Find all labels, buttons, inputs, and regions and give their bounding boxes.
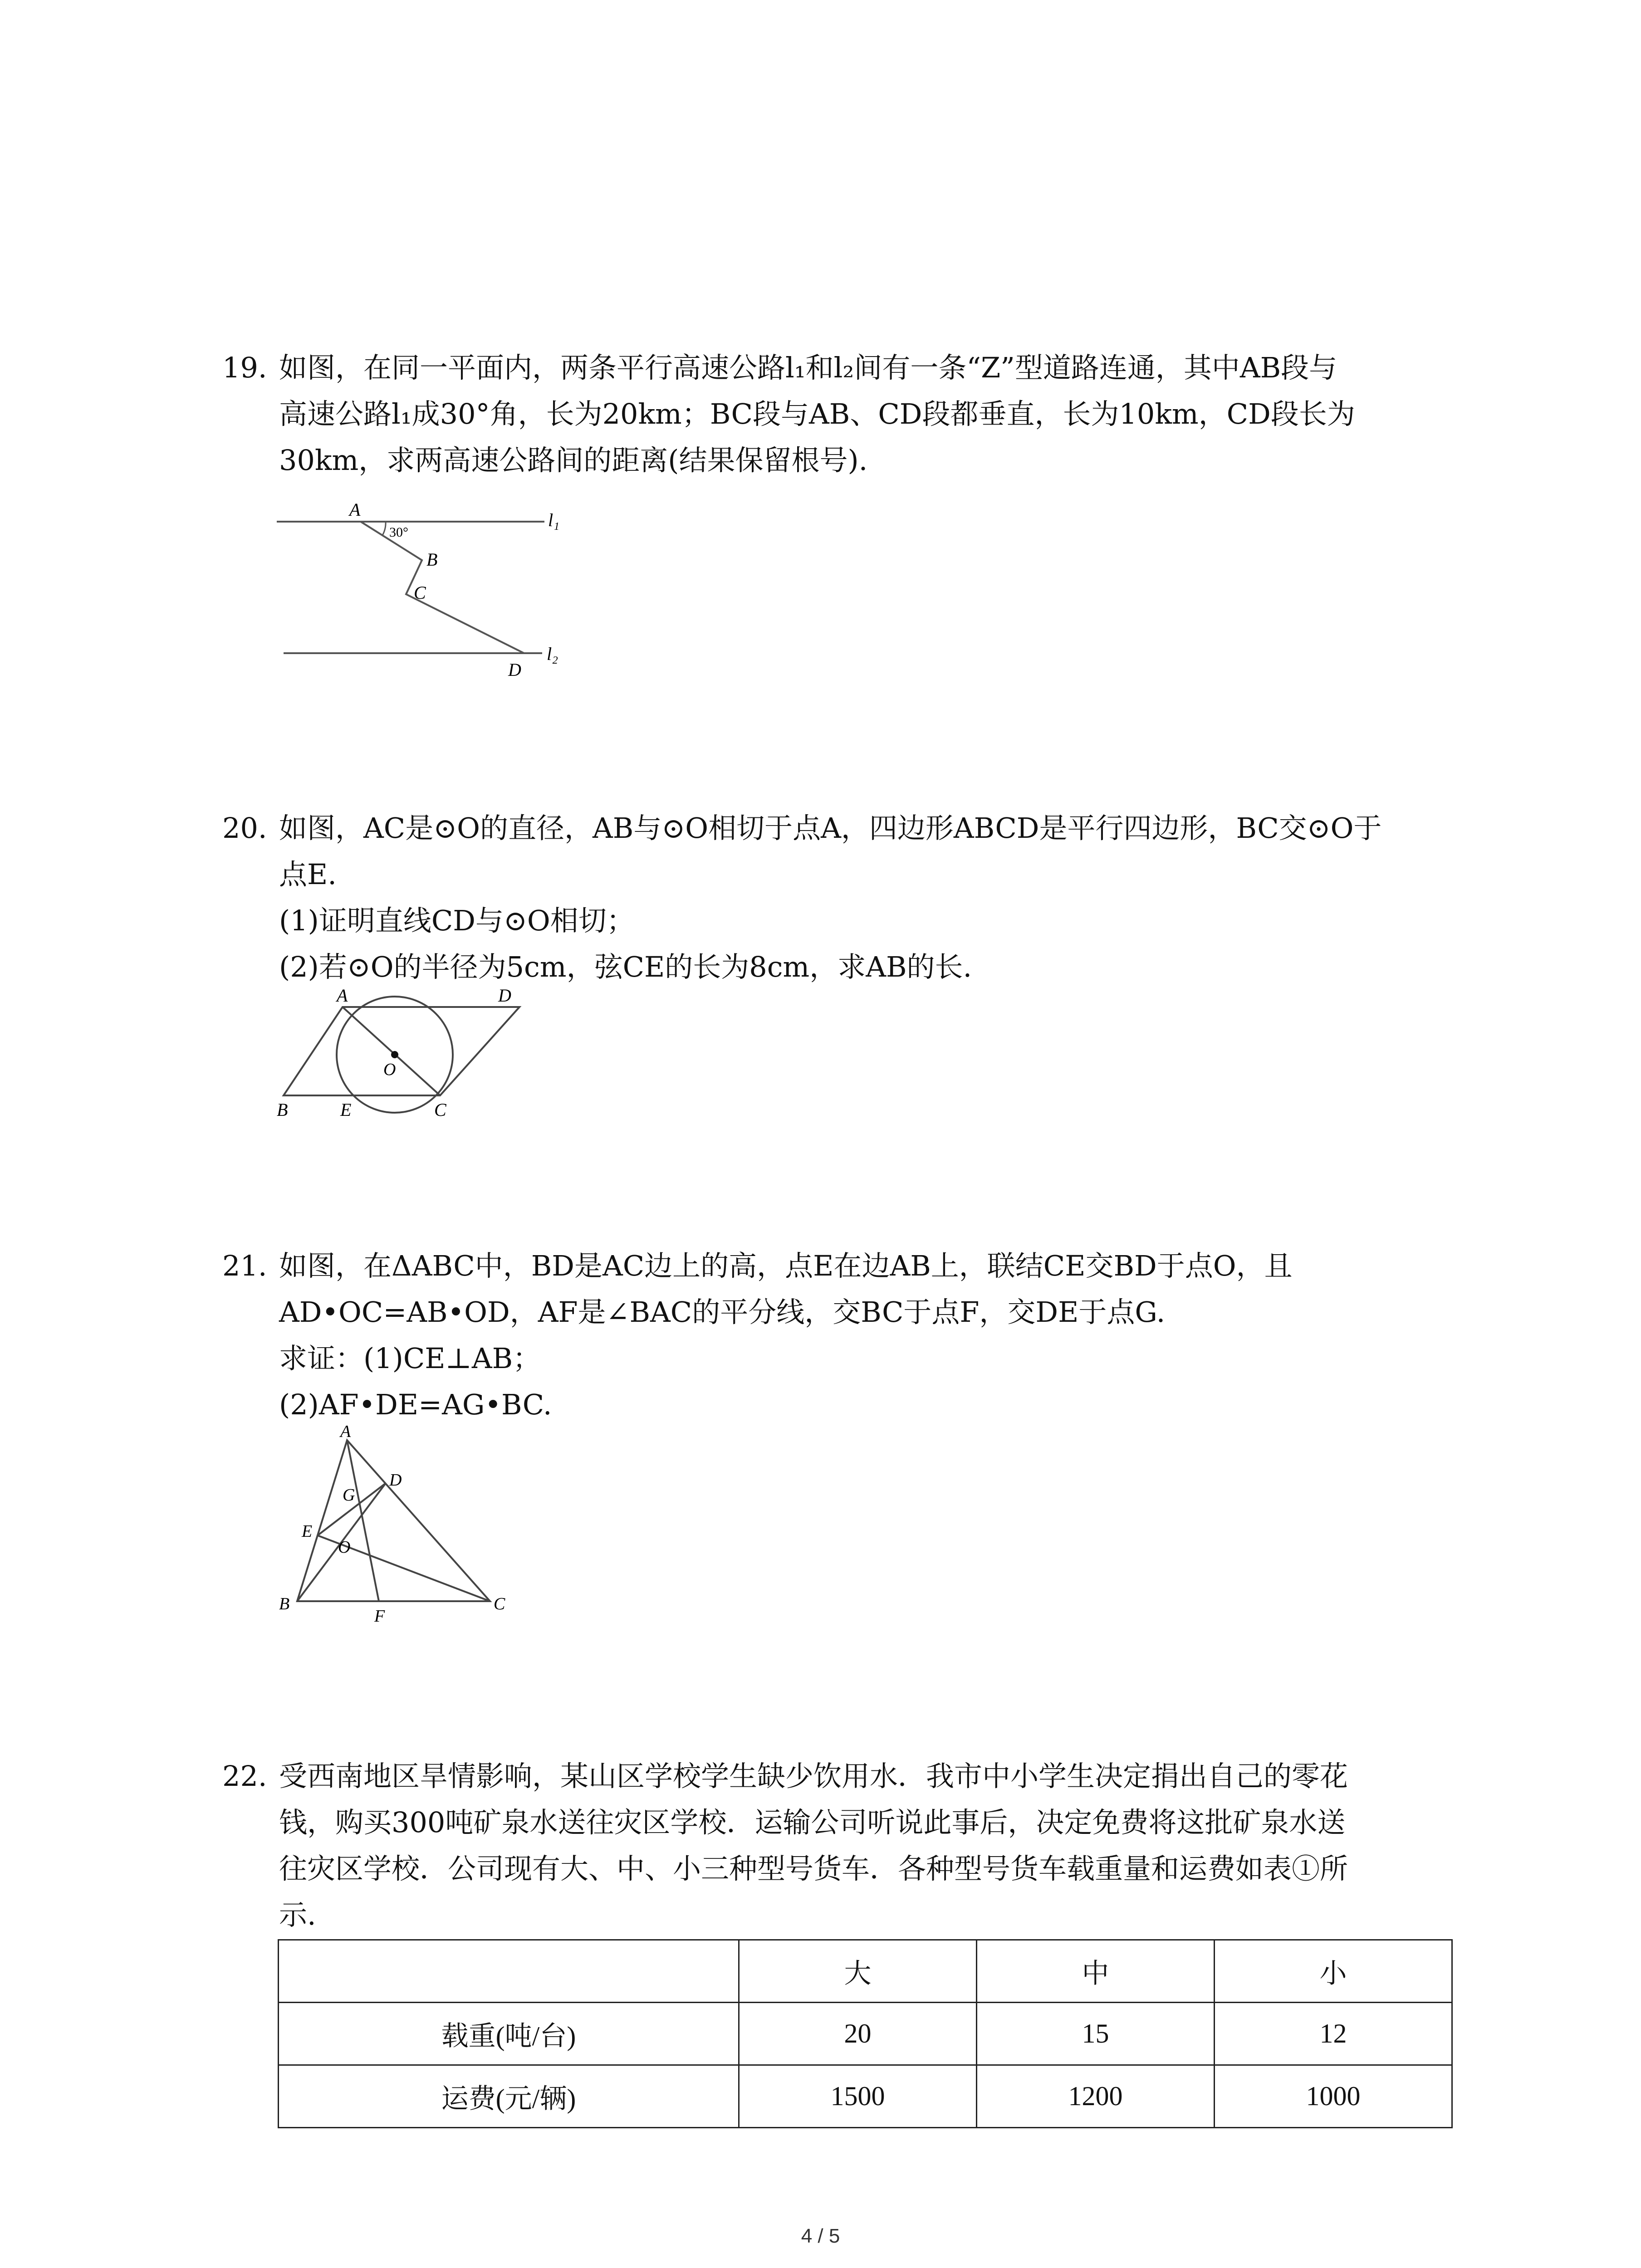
table-header-cell: 大 <box>739 1940 977 2003</box>
figure-21-triangle <box>272 1424 517 1626</box>
question-line: 点E. <box>279 858 337 891</box>
table-row <box>279 2065 1452 2128</box>
question-text <box>279 1753 1456 1938</box>
label-angle: 30° <box>389 525 408 540</box>
table-header-cell: 中 <box>977 1940 1215 2003</box>
question-line: (2)AF•DE=AG•BC. <box>279 1388 552 1421</box>
table-cell: 20 <box>739 2003 977 2065</box>
question-text <box>279 1243 1456 1428</box>
table-cell: 15 <box>977 2003 1215 2065</box>
label-G: G <box>343 1486 355 1505</box>
question-number: 19. <box>222 351 267 384</box>
z-road <box>361 522 524 653</box>
label-l1: l₁ <box>548 510 560 530</box>
question-text <box>279 345 1456 484</box>
question-19 <box>222 345 1456 484</box>
page-indicator: 4 / 5 <box>801 2225 840 2247</box>
question-line: 高速公路l₁成30°角，长为20km；BC段与AB、CD段都垂直，长为10km，CD段长为 <box>279 397 1355 430</box>
question-line: 求证：(1)CE⊥AB； <box>279 1342 541 1375</box>
question-line: 钱，购买300吨矿泉水送往灾区学校．运输公司听说此事后，决定免费将这批矿泉水送 <box>279 1806 1346 1839</box>
table-cell: 1000 <box>1215 2065 1452 2128</box>
table-cell <box>279 1940 739 2003</box>
label-D: D <box>498 985 511 1006</box>
label-C: C <box>414 582 426 603</box>
label-C: C <box>434 1100 446 1120</box>
table-cell: 12 <box>1215 2003 1452 2065</box>
label-B: B <box>426 549 438 570</box>
truck-freight-table <box>278 1939 1453 2128</box>
label-F: F <box>374 1607 385 1624</box>
label-D: D <box>508 660 521 680</box>
label-D: D <box>389 1471 402 1490</box>
question-number: 22. <box>222 1760 267 1793</box>
question-22 <box>222 1753 1456 1938</box>
question-line: AD•OC=AB•OD，AF是∠BAC的平分线，交BC于点F，交DE于点G. <box>279 1295 1166 1329</box>
label-A: A <box>340 1424 351 1441</box>
label-l2: l₂ <box>547 644 558 664</box>
question-line: 如图，在ΔABC中，BD是AC边上的高，点E在边AB上，联结CE交BD于点O，且 <box>279 1249 1293 1282</box>
label-B: B <box>277 1100 288 1120</box>
question-line: 往灾区学校．公司现有大、中、小三种型号货车．各种型号货车载重量和运费如表①所 <box>279 1852 1348 1885</box>
question-line: 示. <box>279 1898 316 1931</box>
angle-arc <box>382 522 386 535</box>
label-E: E <box>302 1522 313 1541</box>
center-O <box>391 1051 398 1058</box>
table-row <box>279 2003 1452 2065</box>
question-line: 受西南地区旱情影响，某山区学校学生缺少饮用水．我市中小学生决定捐出自己的零花 <box>279 1760 1348 1793</box>
label-E: E <box>340 1100 352 1120</box>
label-O: O <box>383 1060 396 1079</box>
diameter-AC <box>343 1007 440 1095</box>
table-row-label: 运费(元/辆) <box>279 2065 739 2128</box>
parallelogram-ABCD <box>284 1007 519 1095</box>
table-row-label: 载重(吨/台) <box>279 2003 739 2065</box>
question-line: 如图，在同一平面内，两条平行高速公路l₁和l₂间有一条“Z”型道路连通，其中AB段与 <box>279 351 1337 384</box>
table-header-row <box>279 1940 1452 2003</box>
question-line: 如图，AC是⊙O的直径，AB与⊙O相切于点A，四边形ABCD是平行四边形，BC交⊙O于 <box>279 811 1382 845</box>
question-text <box>279 805 1456 990</box>
label-B: B <box>279 1594 290 1613</box>
question-line: (2)若⊙O的半径为5cm，弦CE的长为8cm，求AB的长. <box>279 950 972 983</box>
question-line: 30km，求两高速公路间的距离(结果保留根号). <box>279 444 868 477</box>
question-number: 21. <box>222 1249 267 1282</box>
question-line: (1)证明直线CD与⊙O相切； <box>279 904 635 937</box>
table-header-cell: 小 <box>1215 1940 1452 2003</box>
label-A: A <box>349 499 361 520</box>
label-C: C <box>494 1594 505 1613</box>
segment-AF <box>347 1440 379 1601</box>
question-21 <box>222 1243 1456 1428</box>
figure-20-circle <box>272 984 535 1122</box>
table-cell: 1200 <box>977 2065 1215 2128</box>
figure-19-road <box>272 497 599 689</box>
question-number: 20. <box>222 811 267 845</box>
table-cell: 1500 <box>739 2065 977 2128</box>
question-20 <box>222 805 1456 990</box>
label-O: O <box>338 1538 351 1557</box>
label-A: A <box>337 985 348 1006</box>
triangle-ABC <box>297 1440 490 1601</box>
